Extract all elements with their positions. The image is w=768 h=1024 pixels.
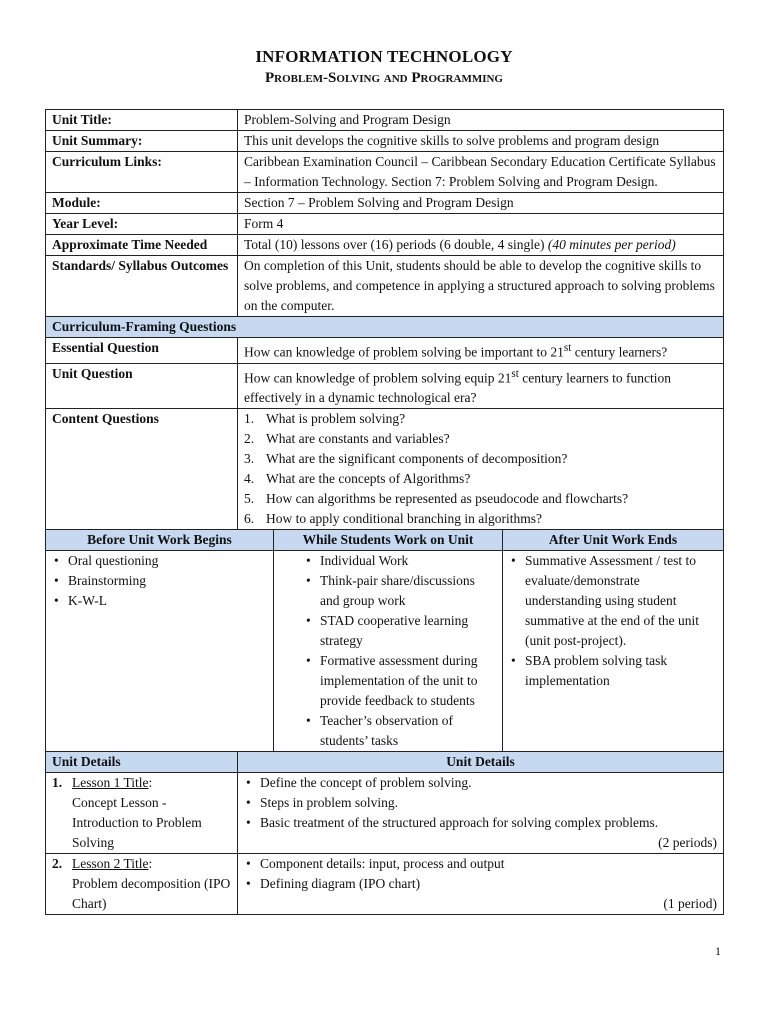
unitq-text-b: century learners to function effectively in a dynamic technological era? [244,370,672,405]
essential-sup: st [563,342,572,354]
standards-value: On completion of this Unit, students should be able to develop the cognitive skills to solve problems, and competence in applying a structured approach to solving problems on the computer. [238,256,724,317]
lesson-bullets [244,854,717,894]
framing-heading-row [46,317,724,338]
list-item [244,449,717,469]
curriculum-links-value: Caribbean Examination Council – Caribbean Secondary Education Certificate Syllabus – Information Technology. Section 7: Problem Solving and Program Design. [238,152,724,193]
page-number: 1 [715,944,721,958]
lesson-content-cell [238,854,724,915]
essential-question-label: Essential Question [46,338,238,364]
list-text: What are the significant components of decomposition? [266,451,568,466]
unit-question-value [238,363,724,409]
list-item: • Defining diagram (IPO chart) [244,874,717,894]
essential-text-a: How can knowledge of problem solving be important to 21 [244,344,564,360]
framing-heading: Curriculum-Framing Questions [46,317,724,338]
unitq-text-a: How can knowledge of problem solving equip 21 [244,370,512,385]
list-item: • Define the concept of problem solving. [244,773,717,793]
lesson-title [52,773,231,853]
lesson-periods: (2 periods) [658,835,717,850]
content-questions-cell [238,409,724,530]
content-questions-row [46,409,724,530]
list-number: 2. [244,431,255,446]
before-heading: Before Unit Work Begins [46,530,274,551]
essential-question-row [46,338,724,364]
lesson-content-cell [238,773,724,854]
unit-summary-row [46,131,724,152]
after-cell [503,551,724,752]
list-number: 6. [244,511,255,526]
assessment-heading-row [46,530,724,551]
lesson-bullets [244,773,717,833]
list-item: • Oral questioning [52,551,267,571]
unit-title-row [46,110,724,131]
unit-question-row [46,363,724,409]
lesson-periods: (1 period) [663,896,717,911]
time-needed-value [238,235,724,256]
list-item: • Formative assessment during implementation of the unit to provide feedback to students [304,651,496,711]
while-heading: While Students Work on Unit [274,530,503,551]
time-needed-label: Approximate Time Needed [46,235,238,256]
module-label: Module: [46,193,238,214]
after-list [509,551,717,691]
lesson-name: Problem decomposition (IPO Chart) [72,876,231,911]
unit-title-value: Problem-Solving and Program Design [238,110,724,131]
document-title: INFORMATION TECHNOLOGY [255,47,513,66]
essential-question-value [238,338,724,364]
lesson-title-text: Lesson 1 Title: Concept Lesson - Introduction to Problem Solving [72,775,202,850]
unit-plan-table [45,109,724,915]
lesson-title-cell [46,773,238,854]
content-questions-list [244,409,717,529]
list-item: • Brainstorming [52,571,267,591]
year-level-label: Year Level: [46,214,238,235]
list-item [244,469,717,489]
unit-summary-value: This unit develops the cognitive skills to solve problems and program design [238,131,724,152]
list-item [244,509,717,529]
year-level-value: Form 4 [238,214,724,235]
lesson-title-cell [46,854,238,915]
content-questions-label: Content Questions [46,409,238,530]
list-item: • Steps in problem solving. [244,793,717,813]
assessment-row [46,551,724,752]
lesson-number: 2. [52,856,63,871]
before-list [52,551,267,611]
list-number: 4. [244,471,255,486]
list-item: • Summative Assessment / test to evaluate/demonstrate understanding using student summative at the end of the unit (unit post-project). [509,551,717,651]
module-row [46,193,724,214]
list-item: • Individual Work [304,551,496,571]
list-text: What are constants and variables? [266,431,450,446]
lesson-title-link: Lesson 1 Title [72,775,149,790]
list-item [244,429,717,449]
list-number: 5. [244,491,255,506]
list-text: What is problem solving? [266,411,406,426]
unitq-sup: st [511,367,519,380]
curriculum-links-label: Curriculum Links: [46,152,238,193]
list-item [244,489,717,509]
lesson-title-text: Lesson 2 Title: Problem decomposition (IPO Chart) [72,856,231,911]
list-text: How can algorithms be represented as pseudocode and flowcharts? [266,491,629,506]
list-item: • Basic treatment of the structured approach for solving complex problems. [244,813,717,833]
details-right-heading: Unit Details [238,752,724,773]
year-level-row [46,214,724,235]
time-note: (40 minutes per period) [547,237,676,252]
list-item [244,409,717,429]
list-item: • STAD cooperative learning strategy [304,611,496,651]
unit-question-label: Unit Question [46,363,238,409]
list-item: • Think-pair share/discussions and group work [304,571,496,611]
details-left-heading: Unit Details [46,752,238,773]
curriculum-links-row [46,152,724,193]
lesson-row [46,773,724,854]
essential-text-b: century learners? [571,344,668,360]
document-subtitle: Problem-Solving and Programming [265,70,503,86]
while-list [304,551,496,751]
unit-summary-label: Unit Summary: [46,131,238,152]
lesson-name: Concept Lesson - Introduction to Problem Solving [72,795,202,850]
time-total: Total (10) lessons over (16) periods (6 double, 4 single) [244,237,545,252]
list-text: What are the concepts of Algorithms? [266,471,471,486]
lesson-title-link: Lesson 2 Title [72,856,149,871]
details-heading-row [46,752,724,773]
list-item: • K-W-L [52,591,267,611]
list-item: • SBA problem solving task implementation [509,651,717,691]
list-item: • Component details: input, process and output [244,854,717,874]
list-text: How to apply conditional branching in algorithms? [266,511,542,526]
document-header [0,46,768,88]
standards-label: Standards/ Syllabus Outcomes [46,256,238,317]
while-cell [274,551,503,752]
lesson-number: 1. [52,775,63,790]
list-item: • Teacher’s observation of students’ tasks [304,711,496,751]
unit-title-label: Unit Title: [46,110,238,131]
list-number: 3. [244,451,255,466]
before-cell [46,551,274,752]
standards-row [46,256,724,317]
module-value: Section 7 – Problem Solving and Program Design [238,193,724,214]
list-number: 1. [244,411,255,426]
lesson-row [46,854,724,915]
time-needed-row [46,235,724,256]
lesson-title [52,854,231,914]
after-heading: After Unit Work Ends [503,530,724,551]
